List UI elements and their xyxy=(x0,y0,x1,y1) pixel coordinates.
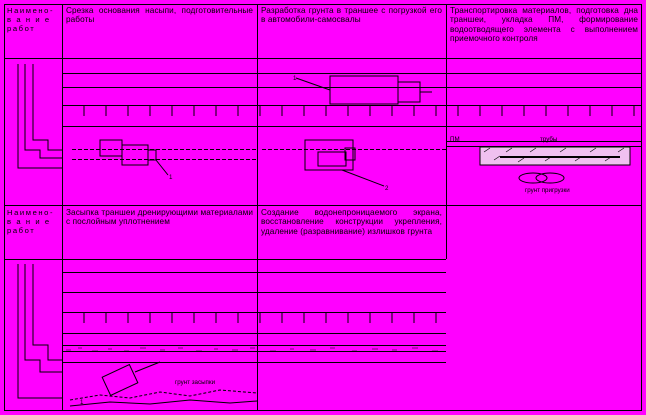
callout-2-top: 2 xyxy=(385,185,389,192)
callout-2-arrow: 1 xyxy=(293,75,297,82)
step-5-text: Создание водонепроницаемого экрана, восстановление конструкции укрепления, удаление (разравнивание) излишков грунта xyxy=(261,208,442,236)
step-4-text: Засыпка траншеи дренирующими материалами с послойным уплотнением xyxy=(66,208,253,227)
header-label-top: Наимено- в а н и е работ xyxy=(7,6,55,34)
profile-bottom-left xyxy=(18,264,62,398)
roller-step-4 xyxy=(70,362,257,406)
pipe-step-3 xyxy=(446,142,642,184)
header-label-bottom: Наимено- в а н и е работ xyxy=(7,208,55,236)
pipe-label: трубы xyxy=(540,136,558,143)
drainage-fill xyxy=(66,348,438,351)
pm-label: ПМ xyxy=(450,136,460,143)
callout-1-bottom: 1 xyxy=(80,399,84,406)
soil-label-top: грунт пригрузки xyxy=(525,187,570,194)
step-2-text: Разработка грунта в траншее с погрузкой его в автомобили-самосвалы xyxy=(261,6,442,25)
trucks-step-2 xyxy=(262,76,446,186)
callout-1-top: 1 xyxy=(169,174,173,181)
step-3-text: Транспортировка материалов, подготовка дна траншеи, укладка ПМ, формирование водоотводящего элемента с выполнением приемочного контроля xyxy=(450,6,638,44)
road-band-top xyxy=(62,74,642,127)
road-band-bottom xyxy=(62,273,446,363)
machine-step-1 xyxy=(72,140,257,175)
soil-label-bottom: грунт засыпки xyxy=(175,379,216,386)
profile-top-left xyxy=(18,64,62,168)
step-1-text: Срезка основания насыпи, подготовительные работы xyxy=(66,6,253,25)
